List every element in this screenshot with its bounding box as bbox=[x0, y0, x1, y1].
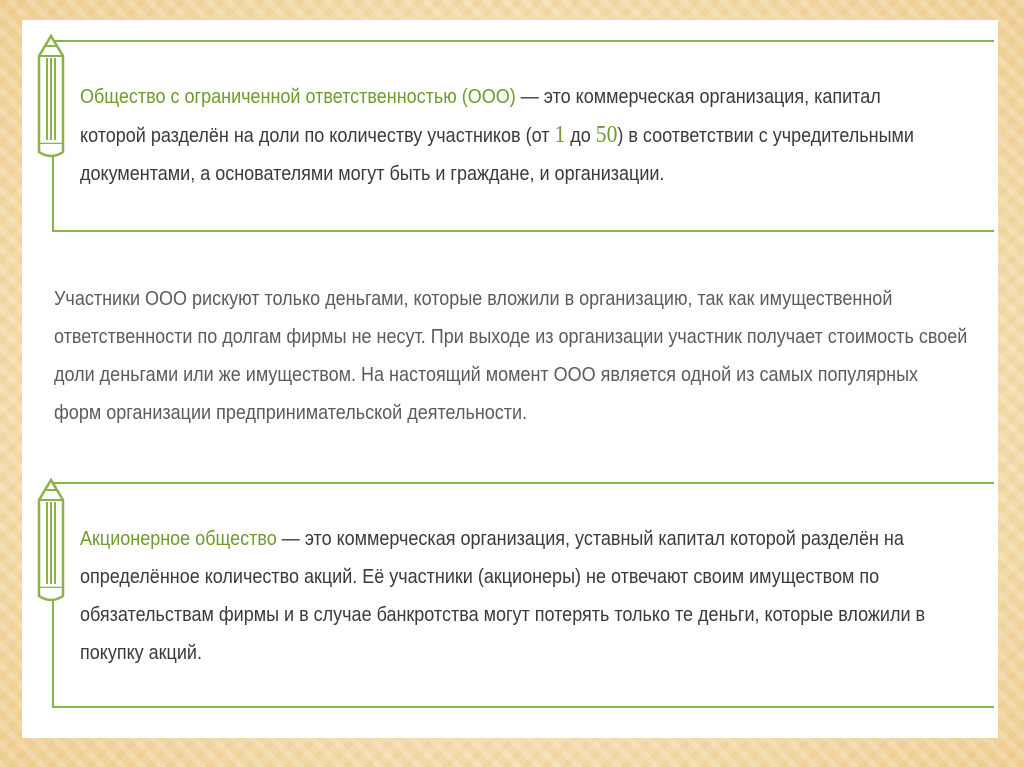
pencil-icon bbox=[34, 476, 68, 604]
definition-ooo-part-b: до bbox=[565, 125, 596, 147]
term-ooo: Общество с ограниченной ответственностью (ООО) bbox=[80, 86, 516, 108]
term-ao: Акционерное общество bbox=[80, 528, 277, 550]
pencil-icon bbox=[34, 34, 68, 158]
definition-ooo-part-a: — это коммерческая организация, капитал которой разделён на доли по количеству участников (от bbox=[80, 86, 881, 147]
definition-ao-text bbox=[80, 520, 944, 672]
body-paragraph: Участники ООО рискуют только деньгами, которые вложили в организацию, так как имущественной ответственности по долгам фирмы не несут. При выходе из организации участник получает стоимость своей доли деньгами или же имуществом. На настоящий момент ООО является одной из самых популярных форм организации предпринимательской деятельности. bbox=[54, 288, 968, 424]
definition-ooo-text bbox=[80, 78, 944, 193]
definition-ao-part: — это коммерческая организация, уставный капитал которой разделён на определённое количество акций. Её участники (акционеры) не отвечают своим имуществом по обязательствам фирмы и в случае банкротства могут потерять только те деньги, которые вложили в покупку акций. bbox=[80, 528, 926, 664]
min-participants: 1 bbox=[554, 122, 566, 148]
slide bbox=[22, 20, 998, 738]
max-participants: 50 bbox=[595, 122, 618, 148]
definition-ooo-part-c: ) в соответствии с учредительными документами, а основателями могут быть и граждане, и организации. bbox=[80, 125, 914, 185]
